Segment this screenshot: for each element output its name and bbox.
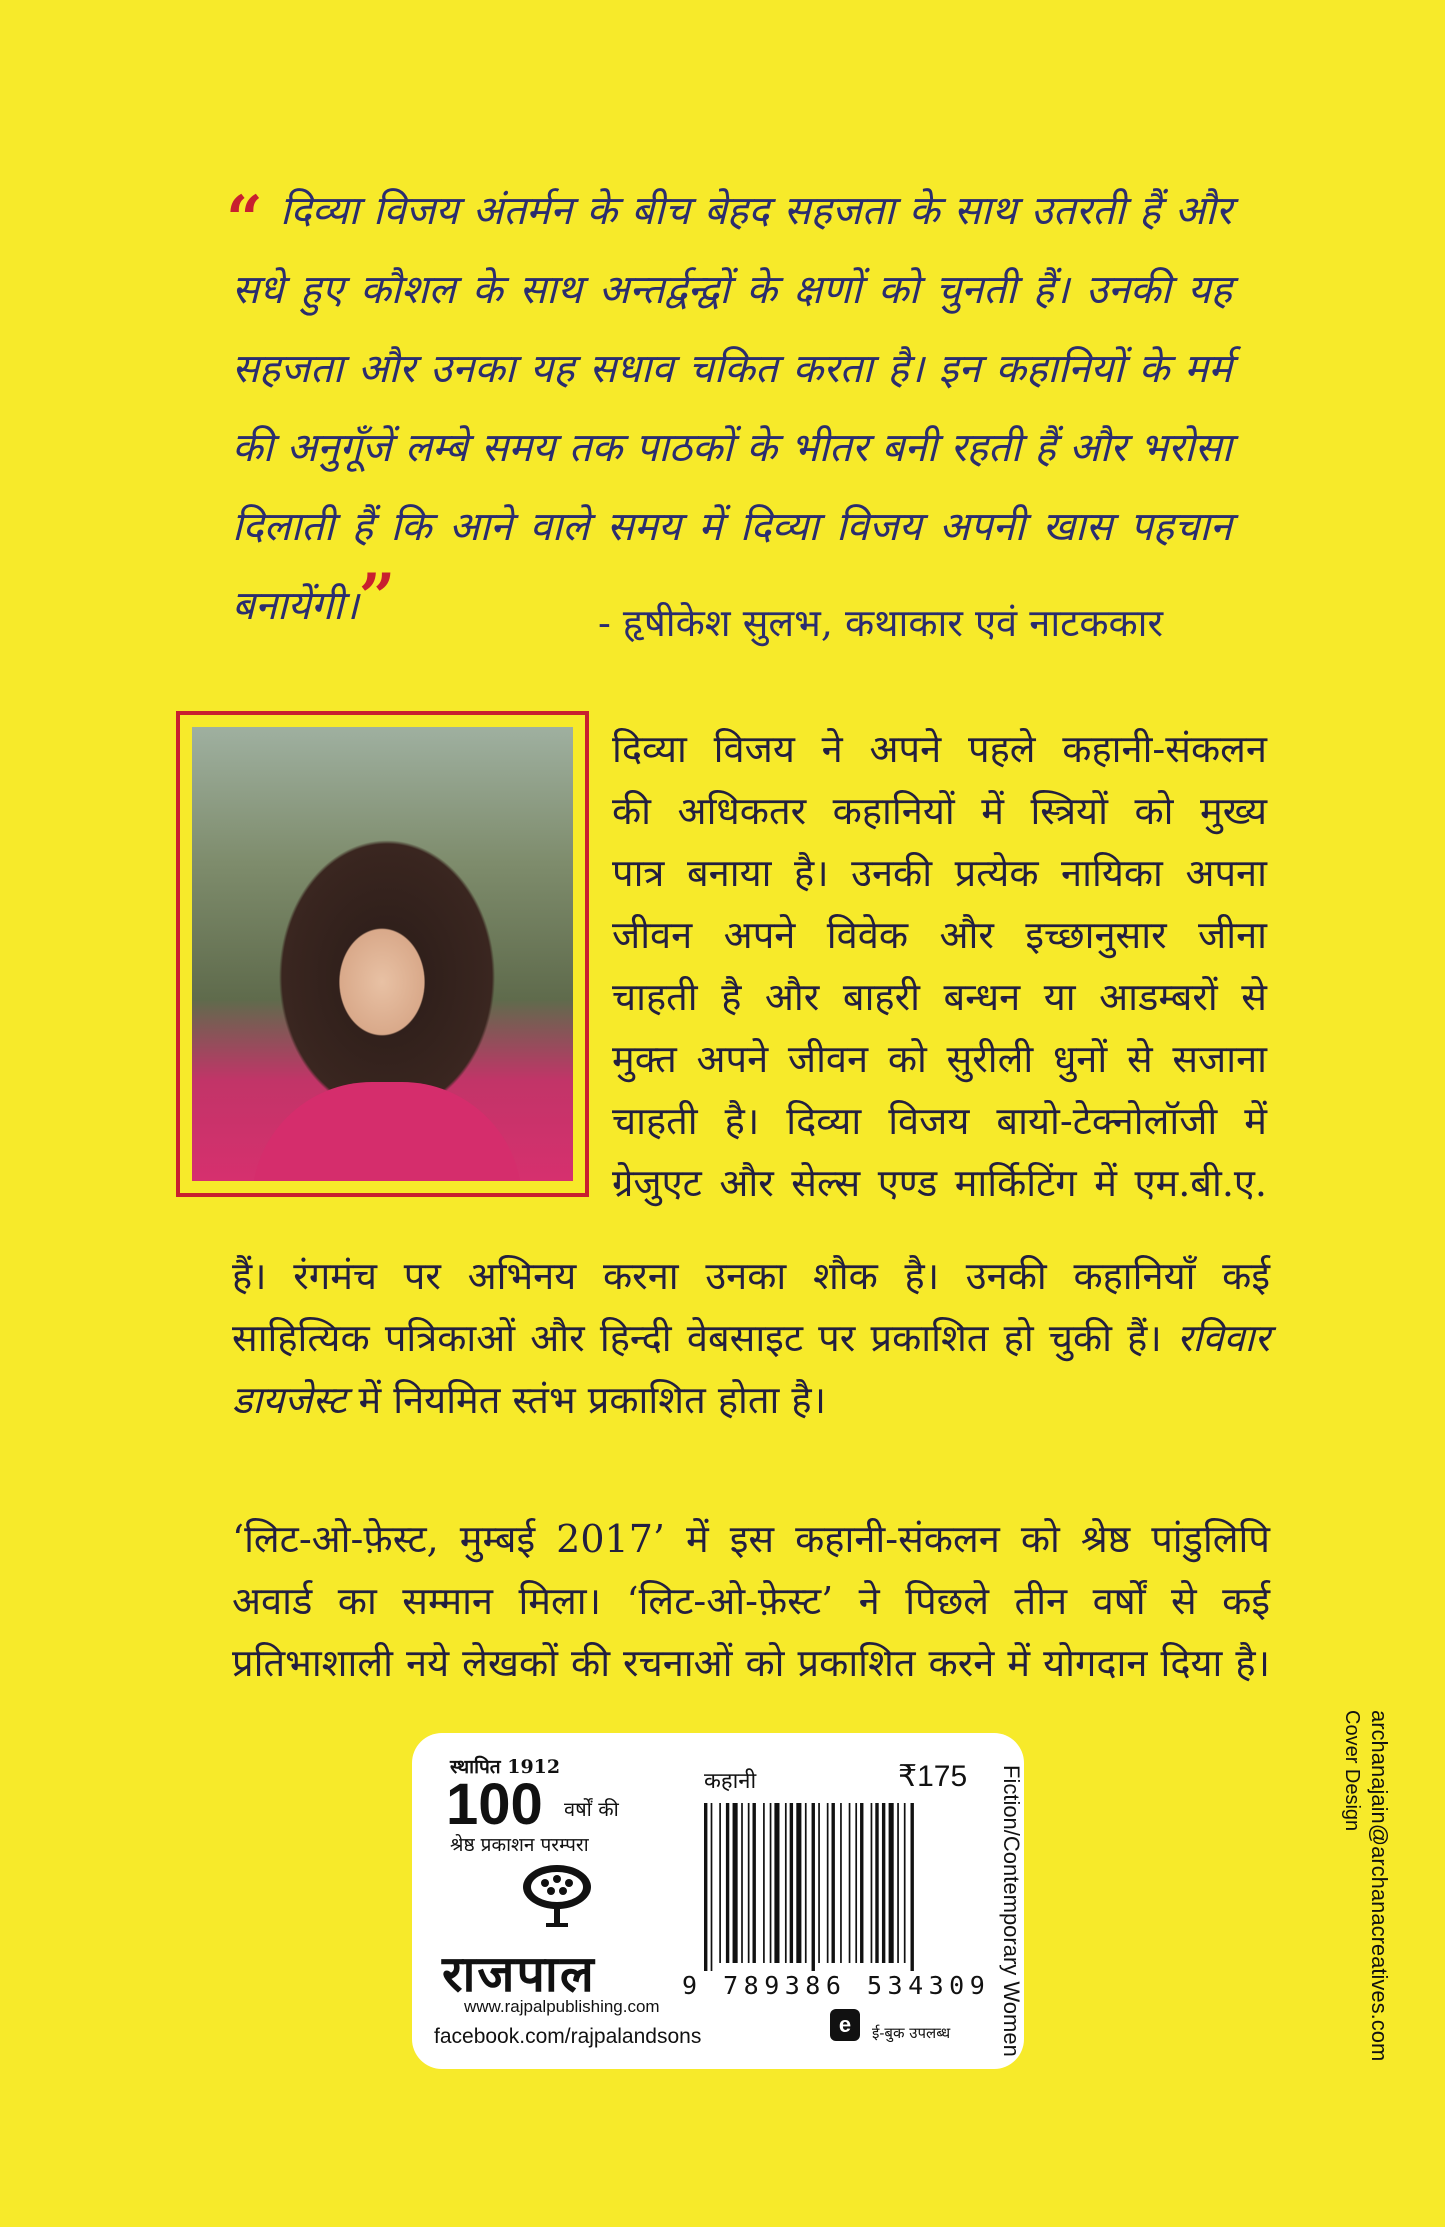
bio-line: ग्रेजुएट और सेल्स एण्ड मार्किटिंग में एम.बी.ए.: [612, 1161, 1267, 1205]
isbn-digits: 9 789386 534309: [682, 1971, 991, 2000]
category-label: Fiction/Contemporary Women: [999, 1765, 1024, 2057]
award-line: ‘लिट-ओ-फ़ेस्ट, मुम्बई 2017’ में इस कहानी-संकलन को श्रेष्ठ पांडुलिपि: [232, 1517, 1270, 1561]
bio-line: चाहती है और बाहरी बन्धन या आडम्बरों से: [612, 975, 1267, 1019]
author-photo: [192, 727, 573, 1181]
established-label: स्थापित 1912: [450, 1756, 561, 1778]
bio-line: डायजेस्ट में नियमित स्तंभ प्रकाशित होता है।: [232, 1378, 827, 1422]
bio-line: मुक्त अपने जीवन को सुरीली धुनों से सजाना: [612, 1037, 1267, 1081]
cover-design-label: Cover Design: [1341, 1710, 1363, 1832]
ebook-icon: e: [830, 2009, 860, 2041]
award-text: [232, 1508, 1270, 1694]
publisher-facebook: facebook.com/rajpalandsons: [434, 2025, 702, 2048]
open-quote-icon: “: [226, 182, 263, 257]
bio-line: पात्र बनाया है। उनकी प्रत्येक नायिका अपना: [612, 851, 1267, 895]
bio-line: दिव्या विजय ने अपने पहले कहानी-संकलन: [612, 727, 1267, 771]
award-line: प्रतिभाशाली नये लेखकों की रचनाओं को प्रकाशित करने में योगदान दिया है।: [232, 1641, 1270, 1685]
close-quote-icon: ”: [358, 560, 396, 635]
magazine-name: डायजेस्ट: [232, 1378, 347, 1422]
genre-label: कहानी: [704, 1769, 757, 1794]
ebook-label: ई-बुक उपलब्ध: [872, 2024, 951, 2042]
bio-line: हैं। रंगमंच पर अभिनय करना उनका शौक है। उनकी कहानियाँ कई: [232, 1254, 1270, 1298]
author-photo-frame: [176, 711, 589, 1197]
bio-line: जीवन अपने विवेक और इच्छानुसार जीना: [612, 913, 1267, 957]
award-line: अवार्ड का सम्मान मिला। ‘लिट-ओ-फ़ेस्ट’ ने पिछले तीन वर्षों से कई: [232, 1579, 1270, 1623]
hundred-years-number: 100: [446, 1772, 543, 1837]
tradition-label: श्रेष्ठ प्रकाशन परम्परा: [450, 1834, 589, 1856]
publisher-website: www.rajpalpublishing.com: [464, 1997, 660, 2016]
quote-block: [226, 172, 1232, 646]
magazine-name: रविवार: [1176, 1316, 1270, 1360]
designer-email: archanajain@archanacreatives.com: [1367, 1710, 1392, 2062]
bio-line: की अधिकतर कहानियों में स्त्रियों को मुख्य: [612, 789, 1267, 833]
years-label: वर्षों की: [564, 1797, 619, 1821]
publisher-brand-logo: राजपाल: [442, 1946, 596, 2002]
bio-side-text: [612, 718, 1267, 1214]
bio-full-text: [232, 1245, 1270, 1431]
quote-text: दिव्या विजय अंतर्मन के बीच बेहद सहजता के साथ उतरती हैं और सधे हुए कौशल के साथ अन्तर्द्वन्द्वों के क्षणों को चुनती हैं। उनकी यह सहजता और उनका यह सधाव चकित करता है। इन कहानियों के मर्म की अनुगूँजें लम्बे समय तक पाठकों के भीतर बनी रहती हैं और भरोसा दिलाती हैं कि आने वाले समय में दिव्या विजय अपनी खास पहचान बनायेंगी।: [232, 188, 1232, 629]
publisher-box: [412, 1733, 1024, 2069]
bio-line: चाहती है। दिव्या विजय बायो-टेक्नोलॉजी में: [612, 1099, 1267, 1143]
barcode-icon: [700, 1803, 948, 1971]
quote-attribution: - हृषीकेश सुलभ, कथाकार एवं नाटककार: [598, 601, 1164, 645]
price-label: ₹175: [898, 1760, 968, 1793]
tree-logo-icon: [512, 1863, 602, 1933]
bio-line: साहित्यिक पत्रिकाओं और हिन्दी वेबसाइट पर प्रकाशित हो चुकी हैं। रविवार: [232, 1316, 1270, 1360]
